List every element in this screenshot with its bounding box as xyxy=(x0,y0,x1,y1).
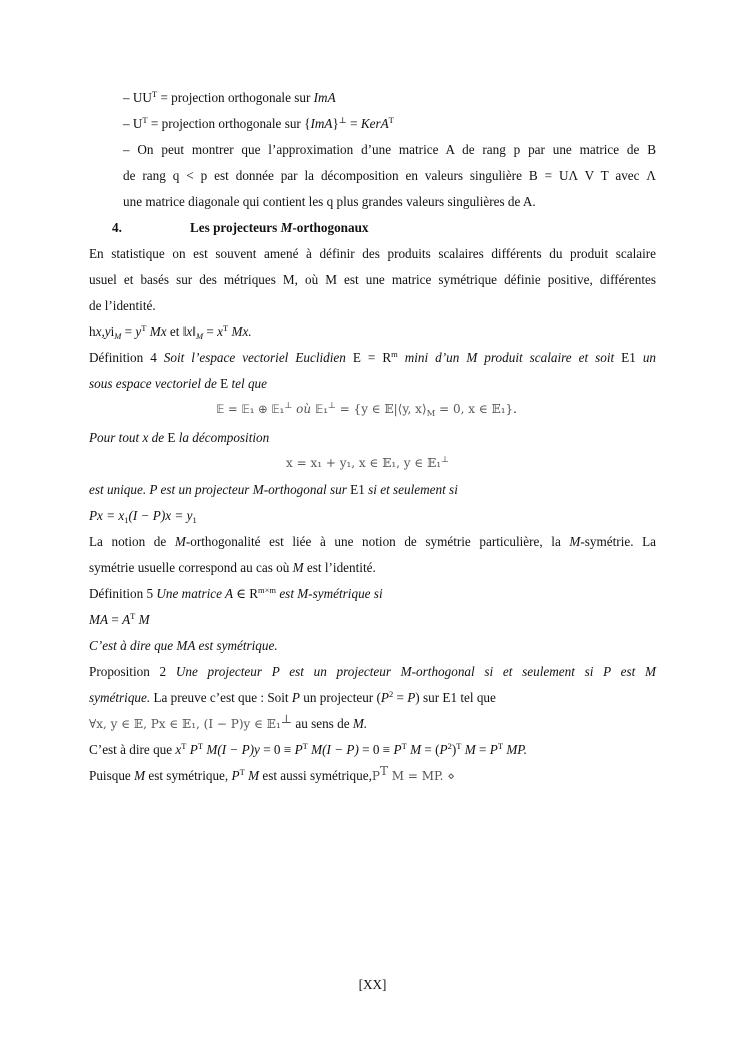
symmetry-line-1: La notion de M-orthogonalité est liée à une notion de symétrie particulière, la M-symétrie. La xyxy=(89,534,656,549)
proof-chain: C’est à dire que $x^T$ $P^T$ $M(I - P)y = 0 \equiv P^T$ $M(I - P) = 0 \equiv P^T$ $M = (P^2)^T$ $M = P^T$ MP. xyxy=(89,741,527,757)
definition-4-line-2: sous espace vectoriel de E tel que xyxy=(89,376,267,391)
projector-equation: $Px = x_1(I - P)x = y_1$ xyxy=(89,508,197,525)
paragraph-line-1: En statistique on est souvent amené à définir des produits scalaires différents du produit scalaire xyxy=(89,246,656,261)
conclusion-line: Puisque M est symétrique, $P^T$ M est aussi $symétrique,P^T$ M = MP. ⋄ xyxy=(89,764,455,783)
m-symmetric-equation: MA = $A^T$ M xyxy=(89,611,150,627)
bullet-line-2: – $U^T$ = projection orthogonale sur {ImA}⊥ = KerA$^T$ xyxy=(123,115,394,131)
bullet-line-1: – $UU^T$ = projection orthogonale sur ImA xyxy=(123,89,336,105)
bullet-line-3: – On peut montrer que l’approximation d’une matrice A de rang p par une matrice de B xyxy=(123,142,656,157)
restatement-line: C’est à dire que MA est symétrique. xyxy=(89,638,278,653)
bullet-line-4: de rang q < p est donnée par la décomposition en valeurs singulière B = UΛ V T avec Λ xyxy=(123,168,656,183)
equation-direct-sum: 𝔼 = 𝔼₁ ⊕ 𝔼₁⊥ où 𝔼₁⊥ = {y ∈ 𝔼|⟨y, $x⟩_M = 0$, x ∈ 𝔼₁}. xyxy=(216,401,517,419)
proposition-2-line-2: symétrique. La preuve c’est que : Soit P un projecteur $(P^2 = P)$ sur E1 tel que xyxy=(89,689,496,705)
proposition-2-line-1: Proposition 2 Une projecteur P est un projecteur M-orthogonal si et seulement si P est M xyxy=(89,664,656,679)
symmetry-line-2: symétrie usuelle correspond au cas où M est l’identité. xyxy=(89,560,376,575)
paragraph-line-3: de l’identité. xyxy=(89,298,156,313)
decomposition-intro: Pour tout x de E la décomposition xyxy=(89,430,270,445)
section-number: 4. xyxy=(112,220,122,235)
uniqueness-line: est unique. P est un projecteur M-orthogonal sur E1 si et seulement si xyxy=(89,482,458,497)
inner-product-line: $hx,yi_M = y^T$ Mx et $‖x‖_M = x^T$ Mx. xyxy=(89,323,252,341)
section-title: Les projecteurs M-orthogonaux xyxy=(190,220,369,235)
page-number: [XX] xyxy=(358,977,387,992)
definition-4-line-1: Définition 4 Soit l’espace vectoriel Euclidien $E = R^m$ mini d’un M produit scalaire et soit E1 un xyxy=(89,349,657,365)
definition-5: Définition 5 Une matrice A ∈ $R^{m\times m}$ est M-symétrique si xyxy=(89,585,383,601)
forall-line: ∀x, y ∈ 𝔼, Px ∈ 𝔼₁, (I − P)y ∈ 𝔼₁⊥ au sens de M. xyxy=(89,712,368,731)
paragraph-line-2: usuel et basés sur des métriques M, où M est une matrice symétrique définie positive, différentes xyxy=(89,272,656,287)
bullet-line-5: une matrice diagonale qui contient les q plus grandes valeurs singulières de A. xyxy=(123,194,536,209)
equation-decomposition: x = x₁ + y₁, x ∈ 𝔼₁, y ∈ 𝔼₁⊥ xyxy=(286,455,450,470)
